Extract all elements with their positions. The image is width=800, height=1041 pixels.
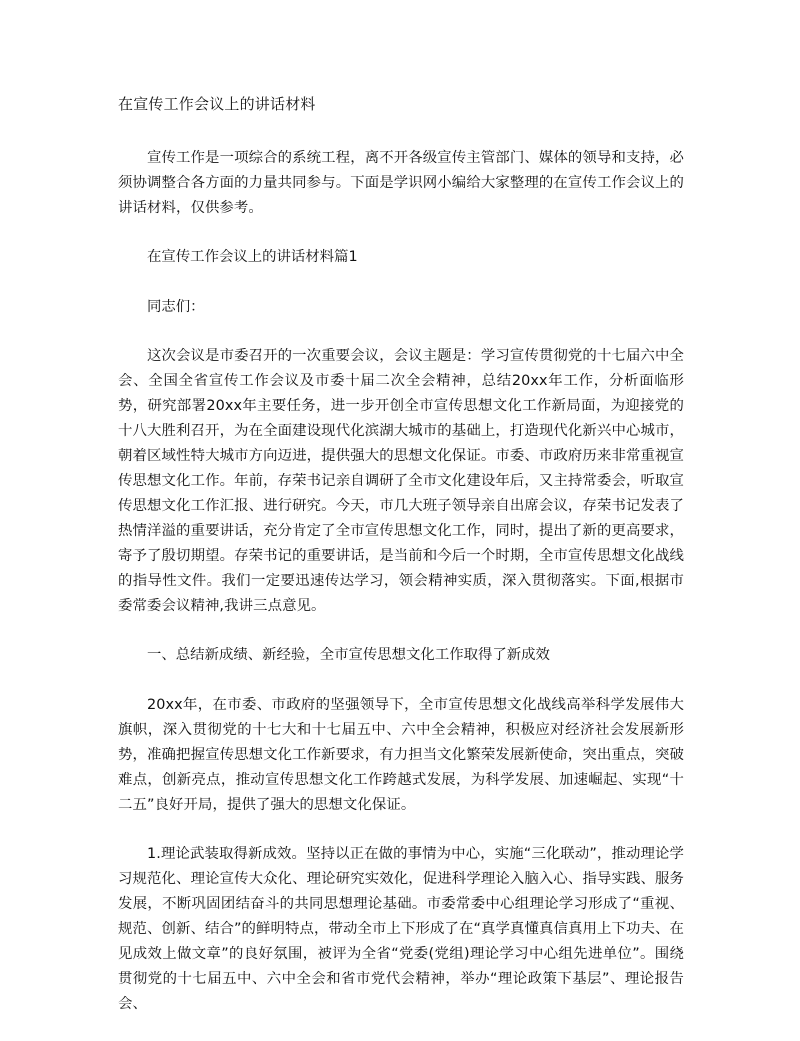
section-title: 在宣传工作会议上的讲话材料篇1 xyxy=(147,249,358,265)
document-page xyxy=(118,93,684,1041)
subheading-1: 一、总结新成绩、新经验，全市宣传思想文化工作取得了新成效 xyxy=(147,647,550,663)
salutation: 同志们： xyxy=(147,299,205,315)
body-paragraph-2: 20xx年，在市委、市政府的坚强领导下，全市宣传思想文化战线高举科学发展伟大旗帜，深入贯彻党的十七大和十七届五中、六中全会精神，积极应对经济社会发展新形势，准确把握宣传思想文化工作新要求，有力担当文化繁荣发展新使命，突出重点，突破难点，创新亮点，推动宣传思想文化工作跨越式发展，为科学发展、加速崛起、实现“十二五”良好开局，提供了强大的思想文化保证。 xyxy=(118,697,684,813)
intro-paragraph: 宣传工作是一项综合的系统工程，离不开各级宣传主管部门、媒体的领导和支持，必须协调整合各方面的力量共同参与。下面是学识网小编给大家整理的在宣传工作会议上的讲话材料，仅供参考。 xyxy=(118,150,684,216)
body-paragraph-3: 1.理论武装取得新成效。坚持以正在做的事情为中心，实施“三化联动”，推动理论学习规范化、理论宣传大众化、理论研究实效化，促进科学理论入脑入心、指导实践、服务发展，不断巩固团结奋斗的共同思想理论基础。市委常委中心组理论学习形成了“重视、规范、创新、结合”的鲜明特点，带动全市上下形成了在“真学真懂真信真用上下功夫、在见成效上做文章”的良好氛围，被评为全省“党委(党组)理论学习中心组先进单位”。围绕贯彻党的十七届五中、六中全会和省市党代会精神，举办“理论政策下基层”、理论报告会、 xyxy=(118,846,684,1012)
document-title: 在宣传工作会议上的讲话材料 xyxy=(118,95,316,113)
body-paragraph-1: 这次会议是市委召开的一次重要会议，会议主题是：学习宣传贯彻党的十七届六中全会、全国全省宣传工作会议及市委十届二次全会精神，总结20xx年工作，分析面临形势，研究部署20xx年主要任务，进一步开创全市宣传思想文化工作新局面，为迎接党的十八大胜利召开，为在全面建设现代化滨湖大城市的基础上，打造现代化新兴中心城市，朝着区域性特大城市方向迈进，提供强大的思想文化保证。市委、市政府历来非常重视宣传思想文化工作。年前，存荣书记亲自调研了全市文化建设年后，又主持常委会，听取宣传思想文化工作汇报、进行研究。今天，市几大班子领导亲自出席会议，存荣书记发表了热情洋溢的重要讲话，充分肯定了全市宣传思想文化工作，同时，提出了新的更高要求，寄予了殷切期望。存荣书记的重要讲话，是当前和今后一个时期，全市宣传思想文化战线的指导性文件。我们一定要迅速传达学习，领会精神实质，深入贯彻落实。下面,根据市委常委会议精神,我讲三点意见。 xyxy=(118,348,684,614)
